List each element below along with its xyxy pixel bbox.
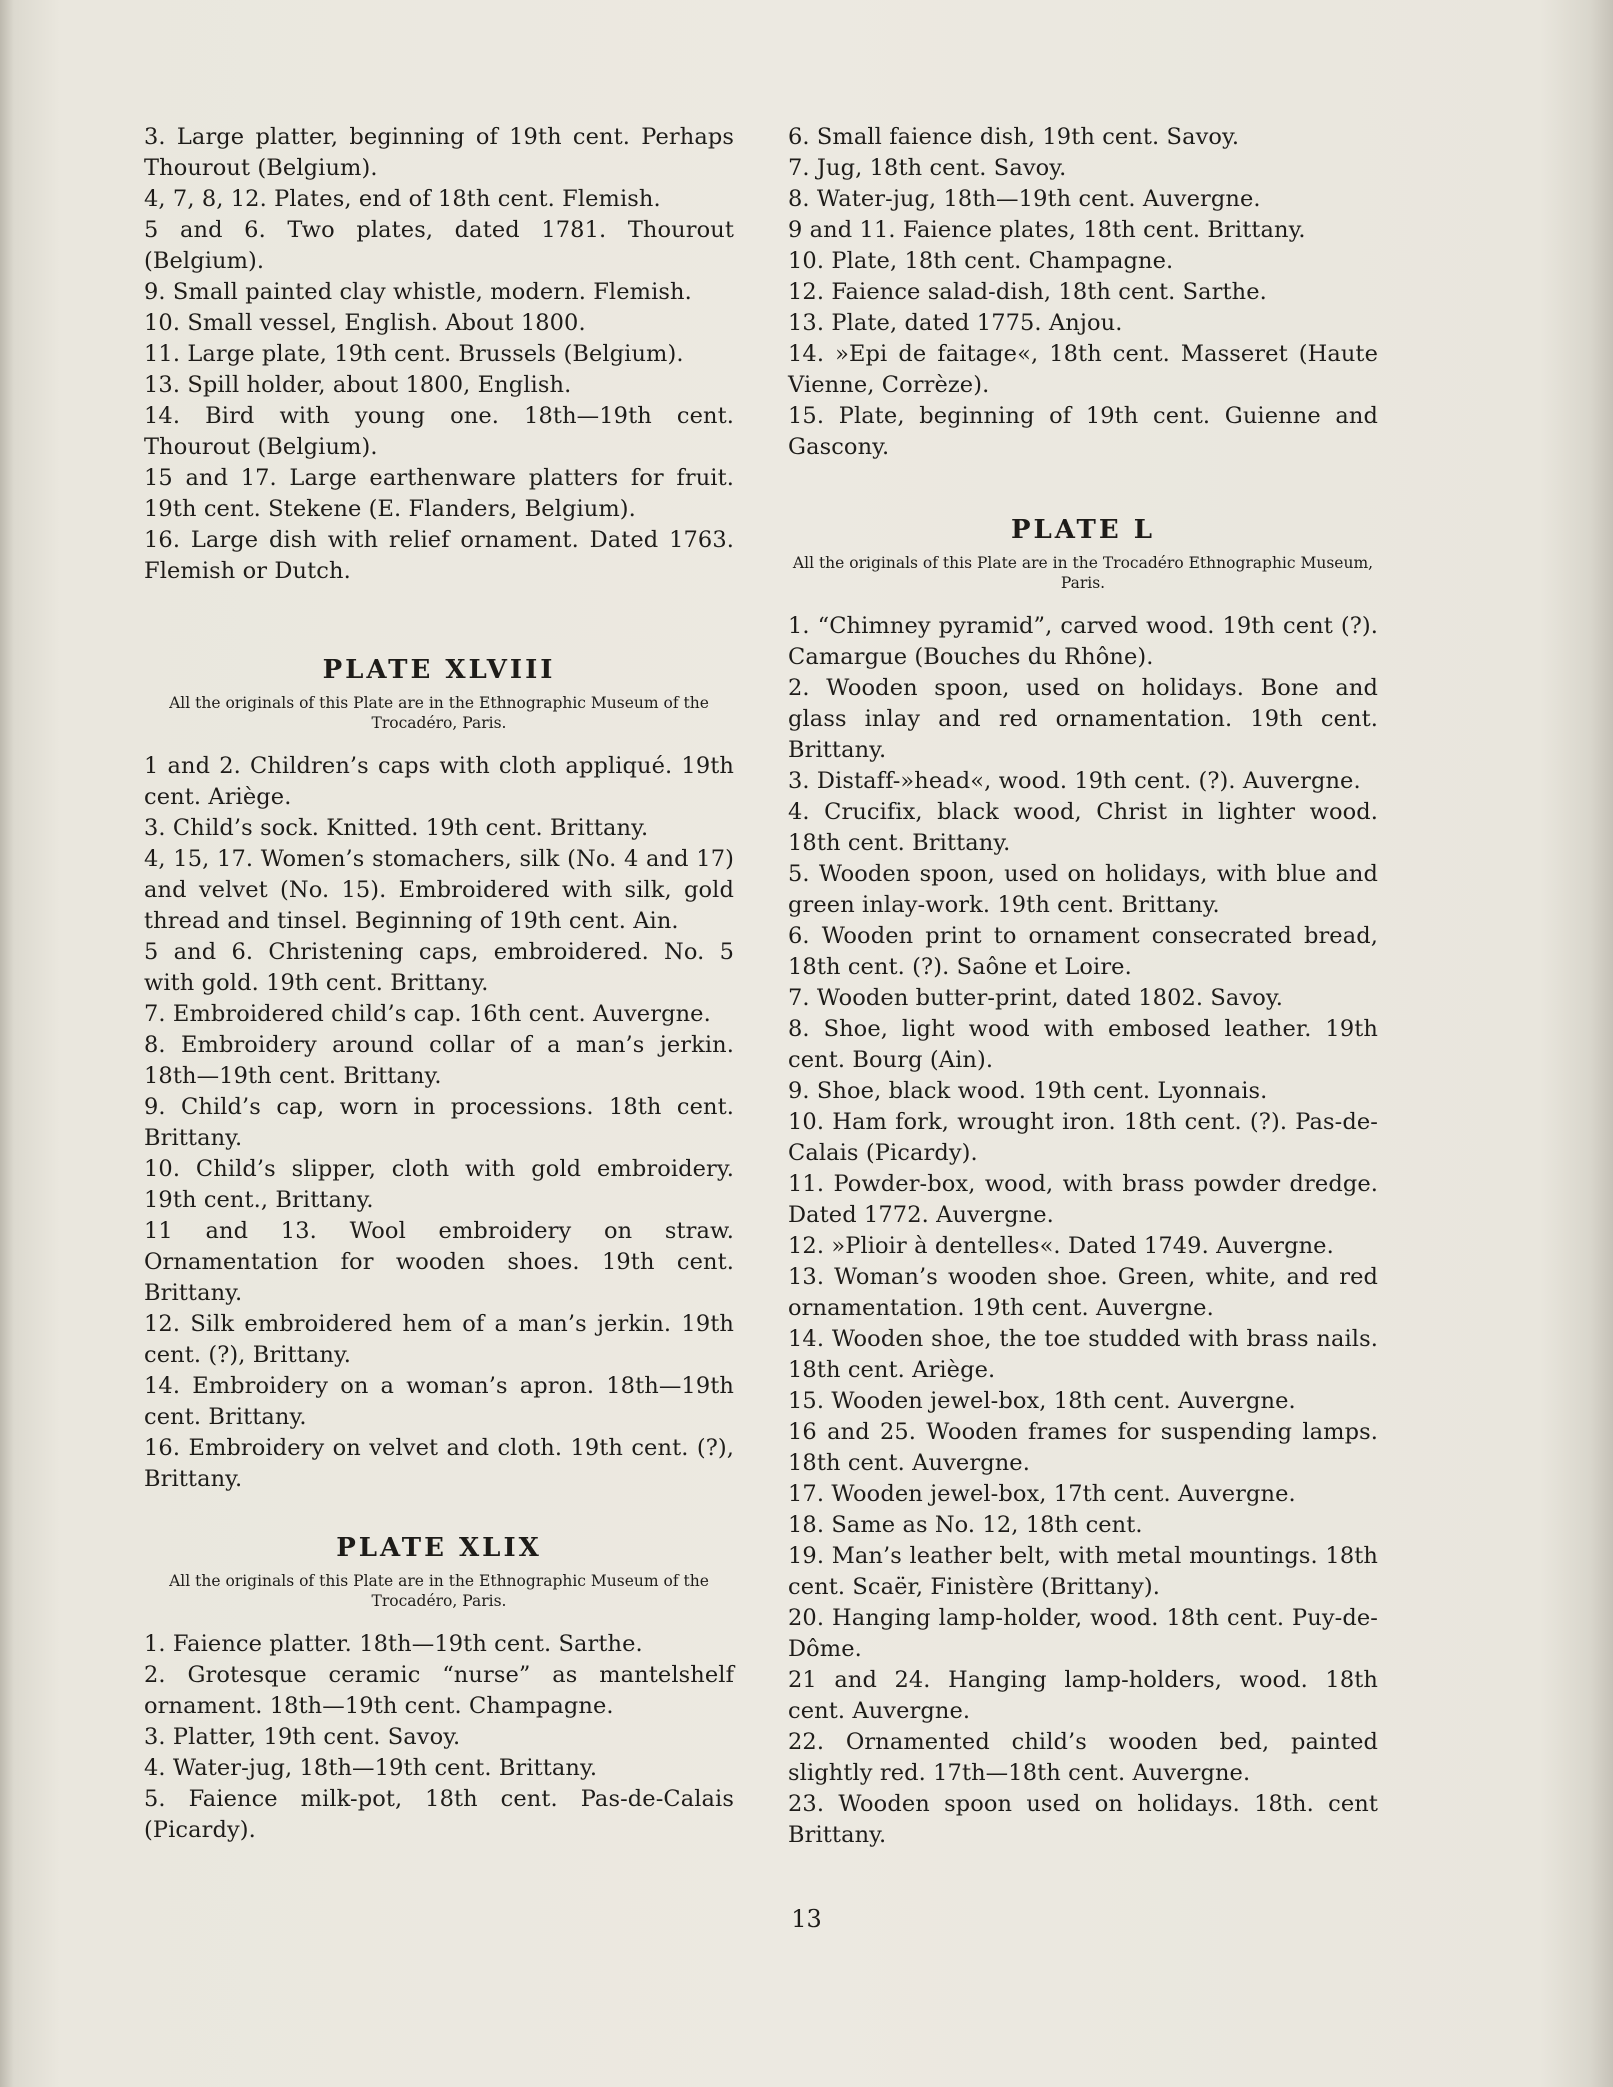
list-item: 9 and 11. Faience plates, 18th cent. Brittany. <box>788 217 1306 243</box>
list-item: 13. Woman’s wooden shoe. Green, white, and red ornamentation. 19th cent. Auvergne. <box>788 1264 1378 1321</box>
list-item: 3. Child’s sock. Knitted. 19th cent. Brittany. <box>144 815 649 841</box>
list-item: 16. Embroidery on velvet and cloth. 19th cent. (?), Brittany. <box>144 1435 734 1492</box>
list-item: 17. Wooden jewel-box, 17th cent. Auvergne. <box>788 1481 1296 1507</box>
list-item: 9. Small painted clay whistle, modern. Flemish. <box>144 279 692 305</box>
list-item: 11 and 13. Wool embroidery on straw. Ornamentation for wooden shoes. 19th cent. Brittany. <box>144 1218 734 1306</box>
list-item: 6. Wooden print to ornament consecrated bread, 18th cent. (?). Saône et Loire. <box>788 923 1378 980</box>
list-item: 15. Plate, beginning of 19th cent. Guienne and Gascony. <box>788 403 1378 460</box>
list-item: 10. Plate, 18th cent. Champagne. <box>788 248 1174 274</box>
list-item: 1. Faience platter. 18th—19th cent. Sarthe. <box>144 1631 643 1657</box>
continued-entry-list <box>144 122 734 587</box>
list-item: 10. Child’s slipper, cloth with gold embroidery. 19th cent., Brittany. <box>144 1156 734 1213</box>
list-item: 5. Wooden spoon, used on holidays, with blue and green inlay-work. 19th cent. Brittany. <box>788 861 1378 918</box>
list-item: 7. Jug, 18th cent. Savoy. <box>788 155 1067 181</box>
list-item: 5 and 6. Two plates, dated 1781. Thourout (Belgium). <box>144 217 734 274</box>
list-item: 22. Ornamented child’s wooden bed, painted slightly red. 17th—18th cent. Auvergne. <box>788 1729 1378 1786</box>
list-item: 9. Shoe, black wood. 19th cent. Lyonnais. <box>788 1078 1268 1104</box>
list-item: 14. »Epi de faitage«, 18th cent. Masseret (Haute Vienne, Corrèze). <box>788 341 1378 398</box>
list-item: 3. Distaff-»head«, wood. 19th cent. (?). Auvergne. <box>788 768 1361 794</box>
plate-heading: PLATE XLVIII <box>322 655 556 685</box>
list-item: 16. Large dish with relief ornament. Dated 1763. Flemish or Dutch. <box>144 527 734 584</box>
list-item: 3. Large platter, beginning of 19th cent. Perhaps Thourout (Belgium). <box>144 124 734 181</box>
right-column <box>788 122 1378 1851</box>
list-item: 6. Small faience dish, 19th cent. Savoy. <box>788 124 1240 150</box>
list-item: 15 and 17. Large earthenware platters for fruit. 19th cent. Stekene (E. Flanders, Belgium). <box>144 465 734 522</box>
plate-l-section <box>788 513 1378 1851</box>
list-item: 8. Embroidery around collar of a man’s jerkin. 18th—19th cent. Brittany. <box>144 1032 734 1089</box>
list-item: 2. Wooden spoon, used on holidays. Bone and glass inlay and red ornamentation. 19th cent. Brittany. <box>788 675 1378 763</box>
list-item: 13. Spill holder, about 1800, English. <box>144 372 572 398</box>
left-column <box>144 122 734 1846</box>
page-number: 13 <box>791 1905 822 1933</box>
list-item: 9. Child’s cap, worn in processions. 18th cent. Brittany. <box>144 1094 734 1151</box>
list-item: 12. Silk embroidered hem of a man’s jerkin. 19th cent. (?), Brittany. <box>144 1311 734 1368</box>
list-item: 11. Powder-box, wood, with brass powder dredge. Dated 1772. Auvergne. <box>788 1171 1378 1228</box>
list-item: 14. Embroidery on a woman’s apron. 18th—19th cent. Brittany. <box>144 1373 734 1430</box>
list-item: 4. Water-jug, 18th—19th cent. Brittany. <box>144 1755 598 1781</box>
continued-entry-list <box>788 122 1378 463</box>
list-item: 8. Shoe, light wood with embosed leather. 19th cent. Bourg (Ain). <box>788 1016 1378 1073</box>
list-item: 7. Embroidered child’s cap. 16th cent. Auvergne. <box>144 1001 711 1027</box>
list-item: 11. Large plate, 19th cent. Brussels (Belgium). <box>144 341 684 367</box>
list-item: 4. Crucifix, black wood, Christ in lighter wood. 18th cent. Brittany. <box>788 799 1378 856</box>
list-item: 16 and 25. Wooden frames for suspending lamps. 18th cent. Auvergne. <box>788 1419 1378 1476</box>
plate-note: All the originals of this Plate are in the Ethnographic Museum of the Trocadéro, Paris. <box>169 1572 709 1610</box>
plate-note: All the originals of this Plate are in the Ethnographic Museum of the Trocadéro, Paris. <box>169 694 709 732</box>
list-item: 5 and 6. Christening caps, embroidered. No. 5 with gold. 19th cent. Brittany. <box>144 939 734 996</box>
list-item: 23. Wooden spoon used on holidays. 18th. cent Brittany. <box>788 1791 1378 1848</box>
list-item: 18. Same as No. 12, 18th cent. <box>788 1512 1143 1538</box>
plate-heading: PLATE L <box>1010 515 1156 545</box>
list-item: 10. Ham fork, wrought iron. 18th cent. (?). Pas-de-Calais (Picardy). <box>788 1109 1378 1166</box>
list-item: 4, 7, 8, 12. Plates, end of 18th cent. Flemish. <box>144 186 661 212</box>
list-item: 10. Small vessel, English. About 1800. <box>144 310 586 336</box>
plate-xlix-section <box>144 1531 734 1846</box>
list-item: 1 and 2. Children’s caps with cloth appliqué. 19th cent. Ariège. <box>144 753 734 810</box>
list-item: 3. Platter, 19th cent. Savoy. <box>144 1724 461 1750</box>
list-item: 21 and 24. Hanging lamp-holders, wood. 18th cent. Auvergne. <box>788 1667 1378 1724</box>
list-item: 1. “Chimney pyramid”, carved wood. 19th cent (?). Camargue (Bouches du Rhône). <box>788 613 1378 670</box>
list-item: 7. Wooden butter-print, dated 1802. Savoy. <box>788 985 1283 1011</box>
list-item: 15. Wooden jewel-box, 18th cent. Auvergne. <box>788 1388 1296 1414</box>
list-item: 4, 15, 17. Women’s stomachers, silk (No. 4 and 17) and velvet (No. 15). Embroidered with silk, gold thread and tinsel. Beginning of 19th cent. Ain. <box>144 846 734 934</box>
list-item: 14. Wooden shoe, the toe studded with brass nails. 18th cent. Ariège. <box>788 1326 1378 1383</box>
list-item: 12. »Plioir à dentelles«. Dated 1749. Auvergne. <box>788 1233 1334 1259</box>
list-item: 13. Plate, dated 1775. Anjou. <box>788 310 1123 336</box>
plate-note: All the originals of this Plate are in the Trocadéro Ethnographic Museum, Paris. <box>792 554 1374 592</box>
list-item: 20. Hanging lamp-holder, wood. 18th cent. Puy-de-Dôme. <box>788 1605 1378 1662</box>
list-item: 2. Grotesque ceramic “nurse” as mantelshelf ornament. 18th—19th cent. Champagne. <box>144 1662 734 1719</box>
plate-xlviii-section <box>144 653 734 1495</box>
list-item: 5. Faience milk-pot, 18th cent. Pas-de-Calais (Picardy). <box>144 1786 734 1843</box>
list-item: 8. Water-jug, 18th—19th cent. Auvergne. <box>788 186 1261 212</box>
plate-heading: PLATE XLIX <box>336 1533 542 1563</box>
list-item: 14. Bird with young one. 18th—19th cent. Thourout (Belgium). <box>144 403 734 460</box>
list-item: 19. Man’s leather belt, with metal mountings. 18th cent. Scaër, Finistère (Brittany). <box>788 1543 1378 1600</box>
list-item: 12. Faience salad-dish, 18th cent. Sarthe. <box>788 279 1267 305</box>
